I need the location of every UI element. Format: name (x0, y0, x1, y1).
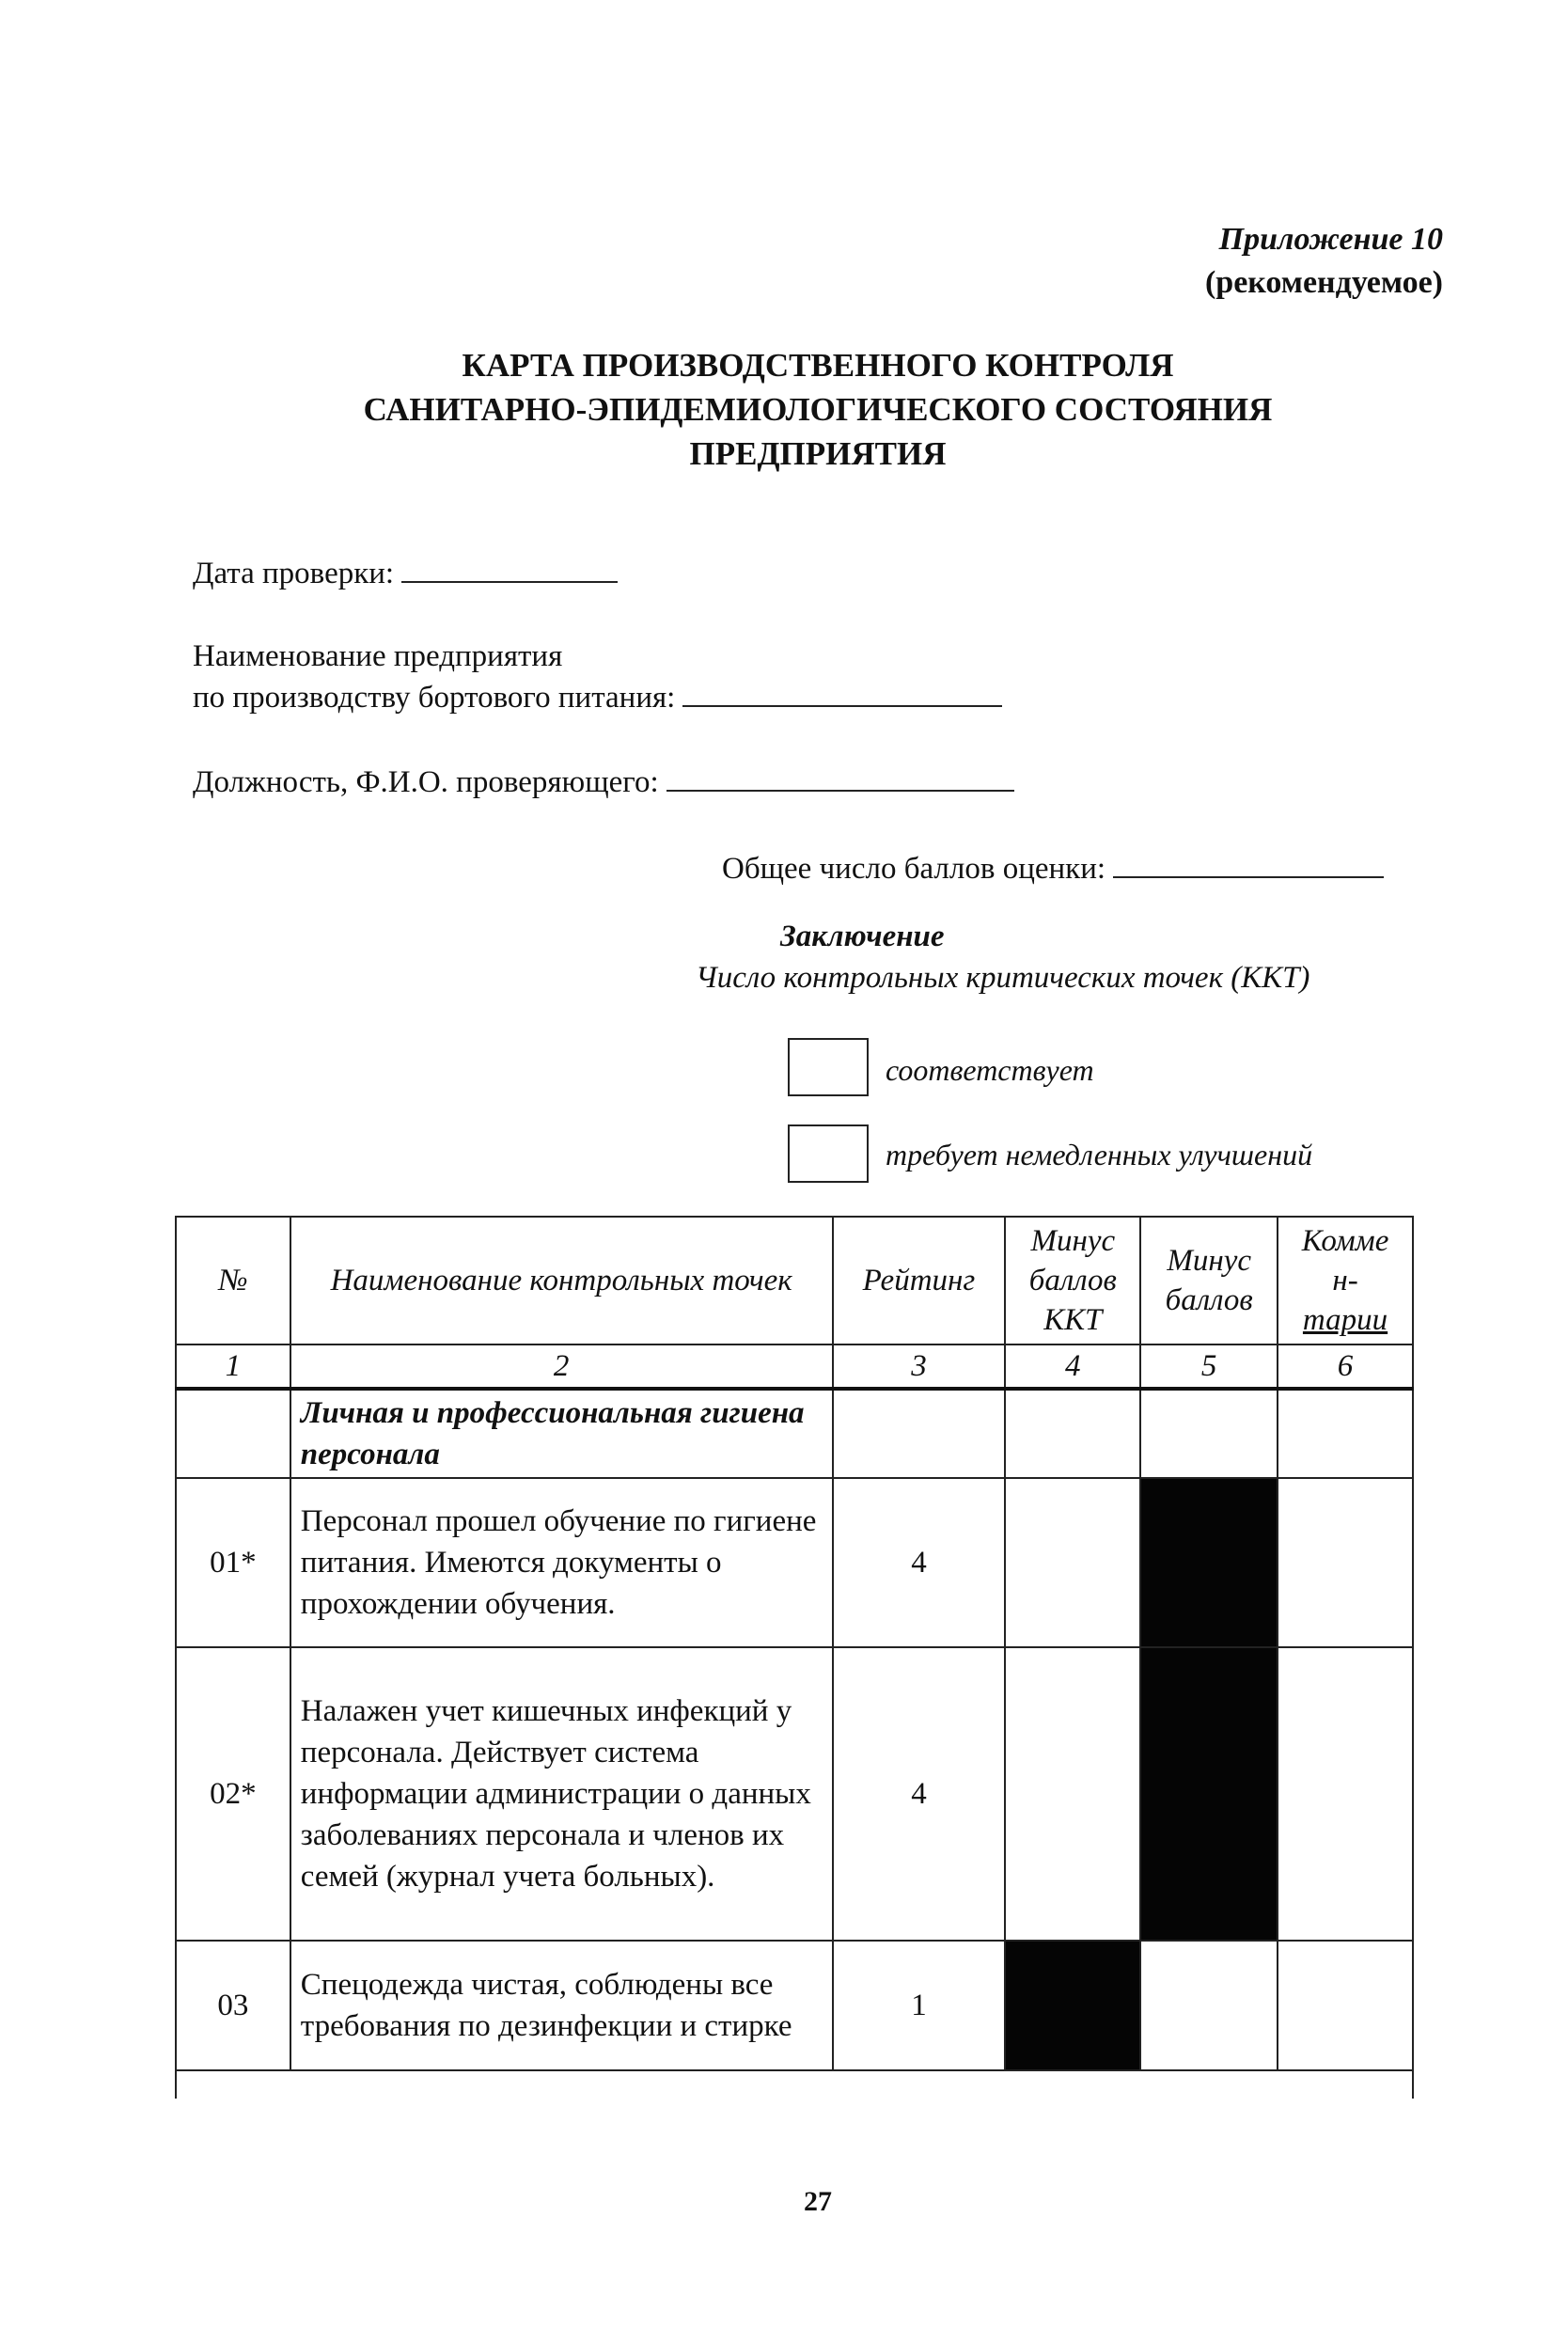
appendix-label (1205, 218, 1443, 305)
header-comments-part-2: н- (1332, 1264, 1358, 1297)
column-index-row (176, 1344, 1413, 1389)
header-no: № (176, 1217, 290, 1344)
inspector-blank[interactable] (666, 762, 1014, 792)
table-row (176, 1478, 1413, 1647)
date-field (193, 553, 618, 594)
row-minus-cell-shaded (1140, 1478, 1278, 1647)
row-name: Персонал прошел обучение по гигиене питания. Имеются документы о прохождении обучения. (290, 1478, 833, 1647)
inspector-label: Должность, Ф.И.О. проверяющего: (193, 765, 659, 799)
table-right-edge (1412, 2067, 1414, 2099)
needs-improvement-label: требует немедленных улучшений (886, 1138, 1313, 1172)
enterprise-blank[interactable] (682, 677, 1002, 707)
enterprise-label-line-1: Наименование предприятия (193, 639, 563, 673)
score-label: Общее число баллов оценки: (722, 852, 1106, 886)
row-name: Налажен учет кишечных инфекций у персонала. Действует система информации администрации о данных заболеваниях персонала и членов их семей (журнал учета больных). (290, 1647, 833, 1941)
row-comments-cell[interactable] (1278, 1941, 1413, 2070)
row-number: 01* (176, 1478, 290, 1647)
row-comments-cell[interactable] (1278, 1478, 1413, 1647)
date-label: Дата проверки: (193, 557, 395, 590)
date-blank[interactable] (401, 553, 618, 583)
appendix-number: Приложение 10 (1218, 222, 1443, 257)
section-no-cell (176, 1389, 290, 1478)
checkbox-complies[interactable] (788, 1038, 869, 1096)
score-field (722, 848, 1384, 889)
appendix-note: (рекомендуемое) (1204, 265, 1443, 300)
column-index: 2 (290, 1344, 833, 1389)
inspector-field (193, 762, 1014, 803)
row-name: Спецодежда чистая, соблюдены все требования по дезинфекции и стирке (290, 1941, 833, 2070)
column-index: 1 (176, 1344, 290, 1389)
row-minus-kkt-cell[interactable] (1005, 1647, 1140, 1941)
row-minus-cell-shaded (1140, 1647, 1278, 1941)
row-rating: 4 (833, 1478, 1006, 1647)
header-minus: Минус баллов (1140, 1217, 1278, 1344)
table-row (176, 1647, 1413, 1941)
section-title: Личная и профессиональная гигиена персонала (290, 1389, 833, 1478)
title-line-2: САНИТАРНО-ЭПИДЕМИОЛОГИЧЕСКОГО СОСТОЯНИЯ (363, 391, 1273, 428)
table-left-edge (175, 2067, 177, 2099)
row-number: 03 (176, 1941, 290, 2070)
header-minus-kkt: Минус баллов ККТ (1005, 1217, 1140, 1344)
section-rating-cell (833, 1389, 1006, 1478)
document-title (0, 343, 1568, 476)
control-points-table (175, 1216, 1414, 2071)
header-comments (1278, 1217, 1413, 1344)
column-index: 6 (1278, 1344, 1413, 1389)
title-line-1: КАРТА ПРОИЗВОДСТВЕННОГО КОНТРОЛЯ (462, 347, 1174, 384)
page-number: 27 (804, 2186, 832, 2217)
conclusion-subheading: Число контрольных критических точек (ККТ) (696, 961, 1310, 995)
row-minus-kkt-cell-shaded (1005, 1941, 1140, 2070)
row-comments-cell[interactable] (1278, 1647, 1413, 1941)
conclusion-heading: Заключение (780, 920, 945, 953)
row-rating: 1 (833, 1941, 1006, 2070)
section-minus-kkt-cell (1005, 1389, 1140, 1478)
checkbox-needs-improvement[interactable] (788, 1124, 869, 1183)
row-minus-cell[interactable] (1140, 1941, 1278, 2070)
enterprise-field (193, 677, 1002, 718)
column-index: 3 (833, 1344, 1006, 1389)
section-row (176, 1389, 1413, 1478)
header-rating: Рейтинг (833, 1217, 1006, 1344)
enterprise-label-line-2: по производству бортового питания: (193, 681, 676, 715)
header-row (176, 1217, 1413, 1344)
header-comments-part-3: тарии (1302, 1303, 1388, 1337)
score-blank[interactable] (1113, 848, 1384, 878)
row-number: 02* (176, 1647, 290, 1941)
header-comments-part-1: Комме (1301, 1224, 1389, 1258)
row-minus-kkt-cell[interactable] (1005, 1478, 1140, 1647)
section-comments-cell (1278, 1389, 1413, 1478)
header-name: Наименование контрольных точек (290, 1217, 833, 1344)
table-row (176, 1941, 1413, 2070)
section-minus-cell (1140, 1389, 1278, 1478)
complies-label: соответствует (886, 1053, 1094, 1087)
row-rating: 4 (833, 1647, 1006, 1941)
column-index: 5 (1140, 1344, 1278, 1389)
column-index: 4 (1005, 1344, 1140, 1389)
title-line-3: ПРЕДПРИЯТИЯ (689, 435, 947, 472)
